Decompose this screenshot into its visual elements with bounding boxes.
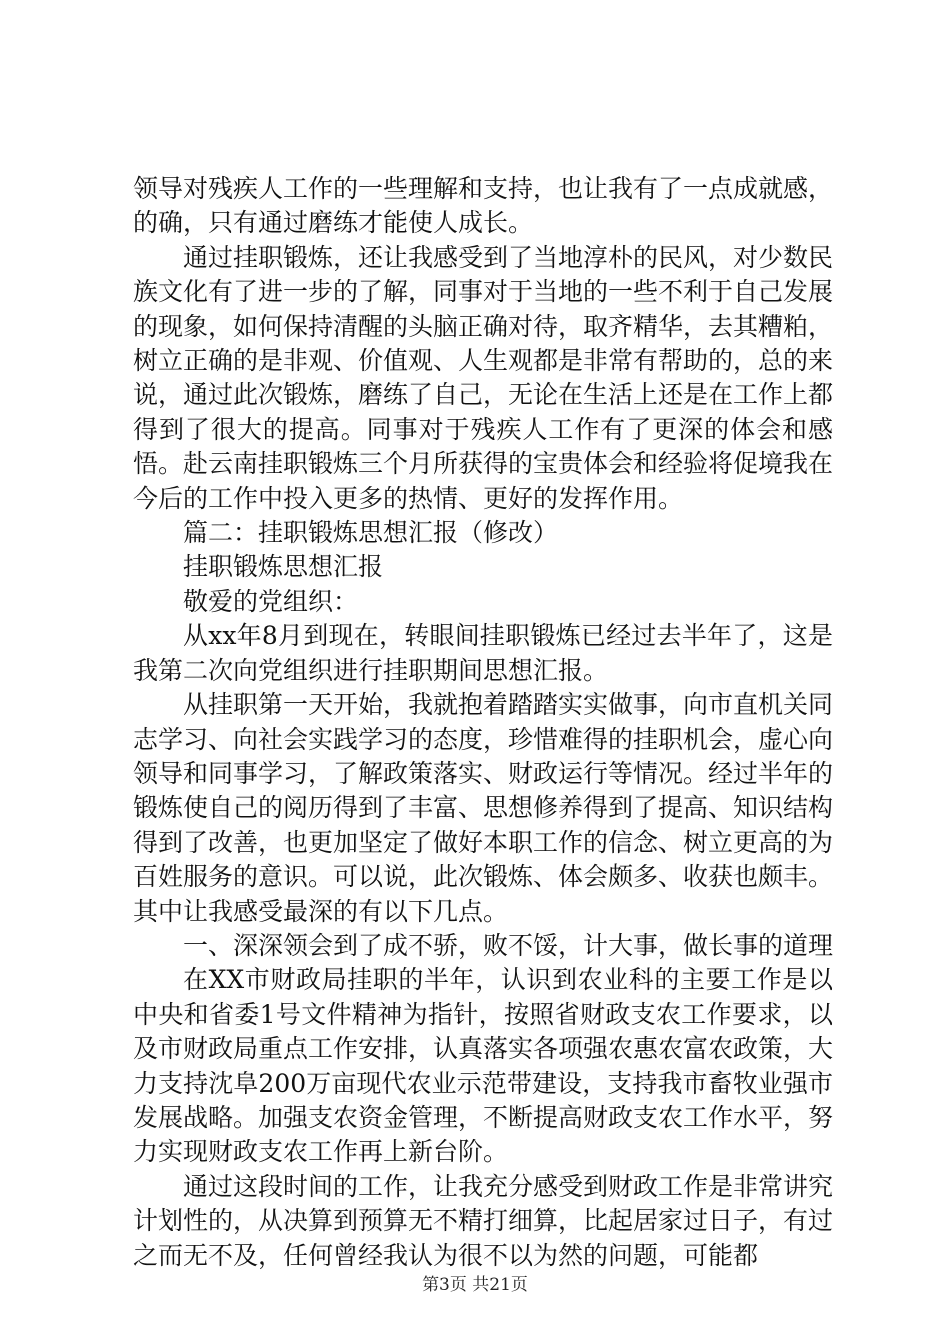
paragraph-10: 通过这段时间的工作，让我充分感受到财政工作是非常讲究计划性的，从决算到预算无不精打细算，比起居家过日子，有过之而无不及，任何曾经我认为很不以为然的问题，可能都 xyxy=(133,1171,834,1270)
report-title: 挂职锻炼思想汇报 xyxy=(183,552,384,582)
paragraph-9: 在XX市财政局挂职的半年，认识到农业科的主要工作是以中央和省委1号文件精神为指针，按照省财政支农工作要求，以及市财政局重点工作安排，认真落实各项强农惠农富农政策，大力支持沈阜200万亩现代农业示范带建设，支持我市畜牧业强市发展战略。加强支农资金管理，不断提高财政支农工作水平，努力实现财政支农工作再上新台阶。 xyxy=(133,965,834,1167)
section-heading: 篇二：挂职锻炼思想汇报（修改） xyxy=(183,518,559,548)
paragraph-7: 从挂职第一天开始，我就抱着踏踏实实做事，向市直机关同志学习、向社会实践学习的态度，珍惜难得的挂职机会，虚心向领导和同事学习，了解政策落实、财政运行等情况。经过半年的锻炼使自己的阅历得到了丰富、思想修养得到了提高、知识结构得到了改善，也更加坚定了做好本职工作的信念、树立更高的为百姓服务的意识。可以说，此次锻炼、体会颇多、收获也颇丰。其中让我感受最深的有以下几点。 xyxy=(133,690,834,926)
point-heading-1: 一、深深领会到了成不骄，败不馁，计大事，做长事的道理 xyxy=(183,930,834,960)
paragraph-2: 通过挂职锻炼，还让我感受到了当地淳朴的民风，对少数民族文化有了进一步的了解，同事对于当地的一些不利于自己发展的现象，如何保持清醒的头脑正确对待，取齐精华，去其糟粕，树立正确的是非观、价值观、人生观都是非常有帮助的，总的来说，通过此次锻炼，磨练了自己，无论在生活上还是在工作上都得到了很大的提高。同事对于残疾人工作有了更深的体会和感悟。赴云南挂职锻炼三个月所获得的宝贵体会和经验将促境我在今后的工作中投入更多的热情、更好的发挥作用。 xyxy=(133,242,834,513)
paragraph-6: 从xx年8月到现在，转眼间挂职锻炼已经过去半年了，这是我第二次向党组织进行挂职期间思想汇报。 xyxy=(133,621,833,685)
document-body xyxy=(133,172,833,1273)
page-number-footer: 第3页 共21页 xyxy=(422,1275,528,1295)
paragraph-1: 领导对残疾人工作的一些理解和支持，也让我有了一点成就感，的确，只有通过磨练才能使人成长。 xyxy=(133,174,834,238)
salutation: 敬爱的党组织： xyxy=(183,586,359,616)
